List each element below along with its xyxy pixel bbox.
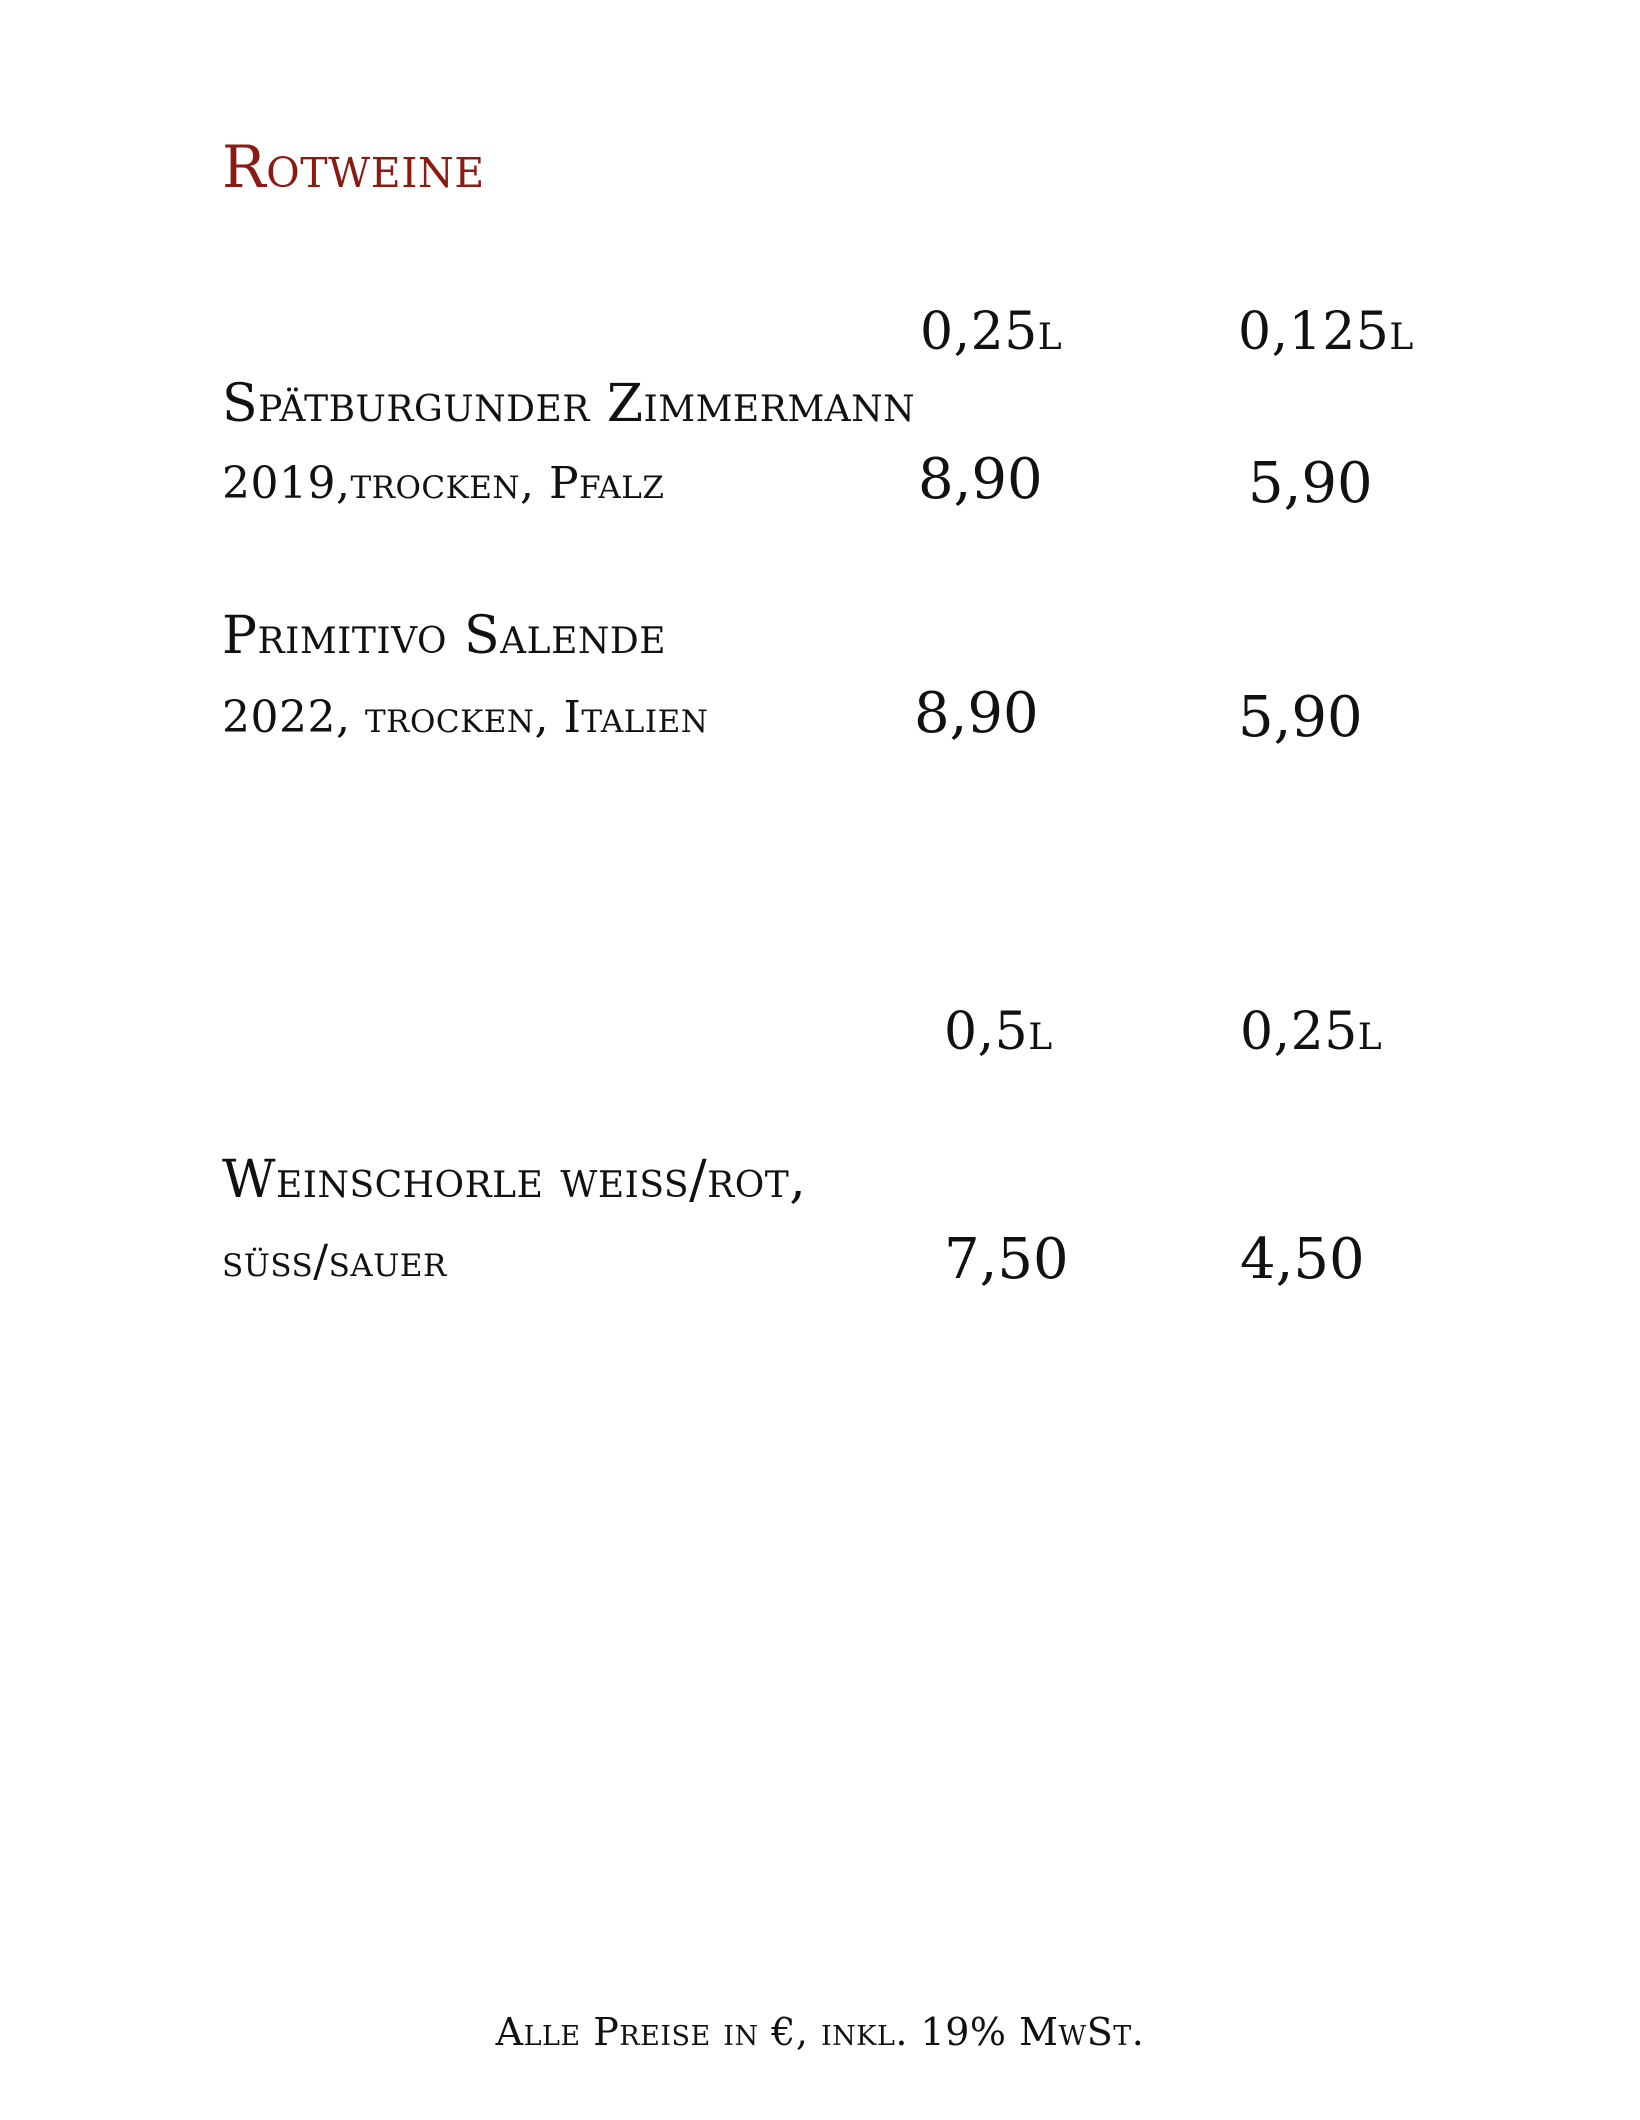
wine-description: süss/sauer bbox=[222, 1236, 447, 1287]
price-small: 5,90 bbox=[1238, 685, 1363, 750]
wine-description: 2019,trocken, Pfalz bbox=[222, 458, 665, 509]
wine-description: 2022, trocken, Italien bbox=[222, 692, 709, 743]
column-header-0-25l: 0,25l bbox=[1240, 1002, 1383, 1062]
page-title: Rotweine bbox=[222, 133, 485, 201]
column-header-0-125l: 0,125l bbox=[1238, 302, 1414, 362]
wine-name: Spätburgunder Zimmermann bbox=[222, 374, 916, 434]
wine-name: Primitivo Salende bbox=[222, 606, 666, 666]
column-header-0-5l: 0,5l bbox=[944, 1002, 1053, 1062]
column-header-0-25l: 0,25l bbox=[920, 302, 1063, 362]
price-small: 4,50 bbox=[1240, 1227, 1365, 1292]
price-large: 8,90 bbox=[914, 681, 1039, 746]
price-footnote: Alle Preise in €, inkl. 19% MwSt. bbox=[495, 2010, 1145, 2054]
wine-name: Weinschorle weiss/rot, bbox=[222, 1150, 807, 1210]
price-large: 7,50 bbox=[944, 1227, 1069, 1292]
price-small: 5,90 bbox=[1248, 451, 1373, 516]
price-large: 8,90 bbox=[918, 447, 1043, 512]
